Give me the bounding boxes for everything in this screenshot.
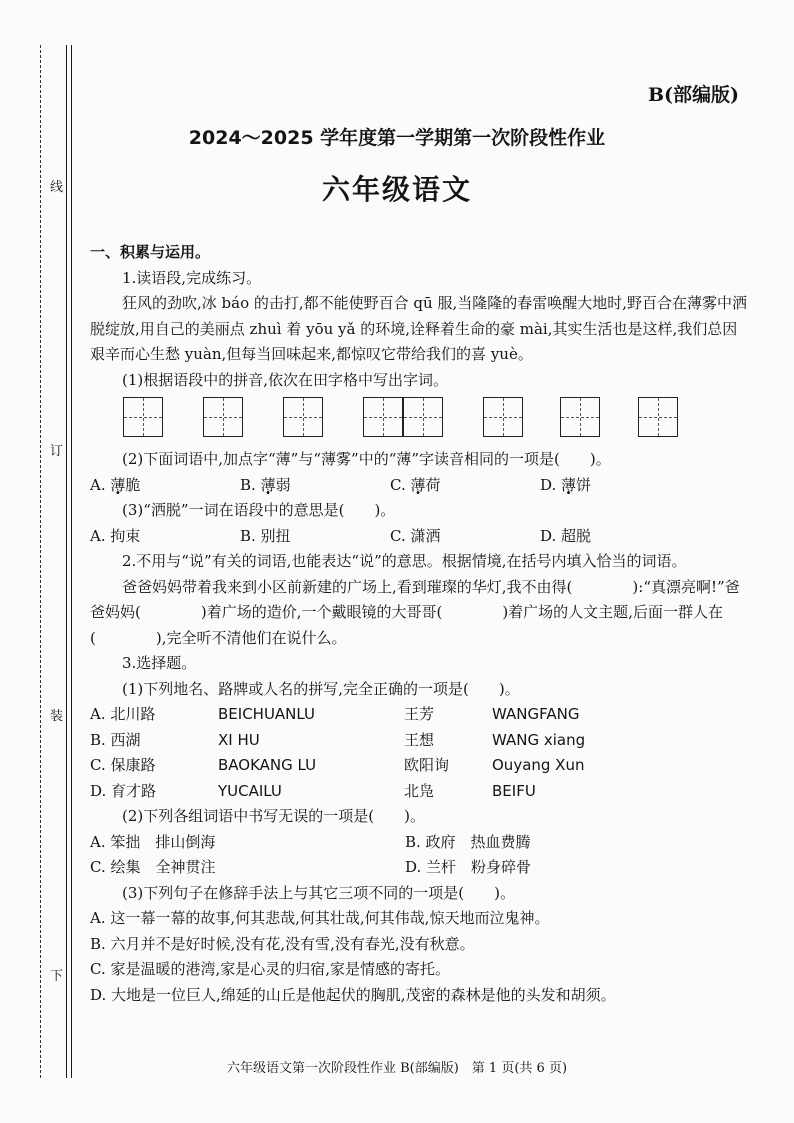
binding-label-xian: 线	[50, 180, 64, 195]
question-2-stem: 2.不用与“说”有关的词语,也能表达“说”的意思。根据情境,在括号内填入恰当的词语。	[122, 552, 687, 570]
question-1-sub2: (2)下面词语中,加点字“薄”与“薄雾”中的“薄”字读音相同的一项是( )。	[122, 450, 611, 468]
tian-grid-box[interactable]	[123, 397, 163, 437]
question-1-sub3: (3)“洒脱”一词在语段中的意思是( )。	[122, 501, 396, 519]
option-a[interactable]: A. 笨拙 排山倒海	[90, 832, 216, 851]
section-heading: 一、积累与运用。	[90, 243, 211, 261]
option-c[interactable]: C. 潇洒	[390, 526, 441, 545]
exam-content	[90, 240, 750, 1008]
tian-grid-box[interactable]	[483, 397, 523, 437]
option-c[interactable]: C. 绘集 全神贯注	[90, 858, 216, 876]
option-a[interactable]: A. 薄脆	[90, 475, 141, 494]
option-place-pinyin: XI HU	[218, 730, 260, 749]
question-1-sub1: (1)根据语段中的拼音,依次在田字格中写出字词。	[122, 370, 449, 389]
options-row	[90, 830, 750, 856]
subject-title: 六年级语文	[321, 173, 472, 206]
option-place-pinyin: BAOKANG LU	[218, 756, 317, 774]
tian-grid-row	[90, 397, 750, 445]
options-row	[90, 524, 750, 550]
option-person: 北凫	[404, 781, 435, 800]
option-c[interactable]: C. 家是温暖的港湾,家是心灵的归宿,家是情感的寄托。	[90, 960, 451, 978]
tian-grid-box[interactable]	[560, 397, 600, 437]
binding-label-xia: 下	[50, 969, 64, 984]
question-3-sub2: (2)下列各组词语中书写无误的一项是( )。	[122, 807, 425, 825]
edition-label: B(部编版)	[647, 84, 739, 106]
option-place: D. 育才路	[90, 781, 157, 800]
binding-label-zhuang: 装	[50, 709, 64, 724]
option-b[interactable]: B. 政府 热血费腾	[405, 832, 531, 851]
binding-label-ding: 订	[50, 444, 64, 459]
option-person: 王芳	[404, 705, 435, 723]
exam-title: 2024～2025 学年度第一学期第一次阶段性作业	[188, 127, 606, 149]
options-row	[90, 473, 750, 499]
option-person: 王想	[404, 730, 435, 749]
tian-grid-box[interactable]	[283, 397, 323, 437]
tian-grid-box[interactable]	[363, 397, 403, 437]
option-d[interactable]	[90, 779, 750, 805]
option-b[interactable]: B. 薄弱	[240, 475, 291, 494]
question-2-passage: 爸爸妈妈带着我来到小区前新建的广场上,看到璀璨的华灯,我不由得( ):“真漂亮啊!”爸爸妈妈( )着广场的造价,一个戴眼镜的大哥哥( )着广场的人文主题,后面一群人在( ),完全听不清他们在说什么。	[90, 577, 740, 647]
question-1-stem: 1.读语段,完成练习。	[122, 268, 262, 287]
question-3-sub1: (1)下列地名、路牌或人名的拼写,完全正确的一项是( )。	[122, 679, 520, 698]
option-d[interactable]: D. 薄饼	[540, 475, 592, 494]
page-footer: 六年级语文第一次阶段性作业 B(部编版) 第 1 页(共 6 页)	[226, 1061, 568, 1076]
option-place: A. 北川路	[90, 705, 156, 723]
option-a[interactable]: A. 拘束	[90, 526, 141, 545]
tian-grid-box[interactable]	[638, 397, 678, 437]
option-place: C. 保康路	[90, 756, 156, 774]
option-b[interactable]: B. 别扭	[240, 526, 291, 545]
option-c[interactable]	[90, 753, 750, 779]
question-3-stem: 3.选择题。	[122, 654, 197, 672]
option-c[interactable]: C. 薄荷	[390, 475, 441, 494]
tian-grid-box[interactable]	[203, 397, 243, 437]
option-person-pinyin: WANG xiang	[492, 730, 586, 749]
option-d[interactable]: D. 超脱	[540, 526, 592, 545]
question-1-passage: 狂风的劲吹,冰 báo 的击打,都不能使野百合 qū 服,当隆隆的春雷唤醒大地时,野百合在薄雾中洒脱绽放,用自己的美丽点 zhuì 着 yōu yǎ 的环境,诠释着生命的豪 mài,其实生活也是这样,我们总因艰辛而心生愁 yuàn,但每当回味起来,都惊叹它带给我们的喜 yuè。	[90, 294, 747, 363]
question-3-sub3: (3)下列句子在修辞手法上与其它三项不同的一项是( )。	[122, 883, 515, 902]
option-place-pinyin: YUCAILU	[218, 781, 282, 800]
option-person-pinyin: Ouyang Xun	[492, 756, 585, 774]
tian-grid-box[interactable]	[403, 397, 443, 437]
option-person: 欧阳询	[404, 756, 450, 774]
option-person-pinyin: BEIFU	[492, 781, 536, 800]
options-row	[90, 855, 750, 881]
option-a[interactable]: A. 这一幕一幕的故事,何其悲哉,何其壮哉,何其伟哉,惊天地而泣鬼神。	[90, 909, 550, 927]
option-a[interactable]	[90, 702, 750, 728]
option-b[interactable]: B. 六月并不是好时候,没有花,没有雪,没有春光,没有秋意。	[90, 934, 475, 953]
option-place: B. 西湖	[90, 730, 141, 749]
option-place-pinyin: BEICHUANLU	[218, 705, 315, 723]
option-b[interactable]	[90, 728, 750, 754]
option-d[interactable]: D. 大地是一位巨人,绵延的山丘是他起伏的胸肌,茂密的森林是他的头发和胡须。	[90, 985, 616, 1004]
option-person-pinyin: WANGFANG	[492, 705, 580, 723]
option-d[interactable]: D. 兰杆 粉身碎骨	[405, 858, 532, 876]
